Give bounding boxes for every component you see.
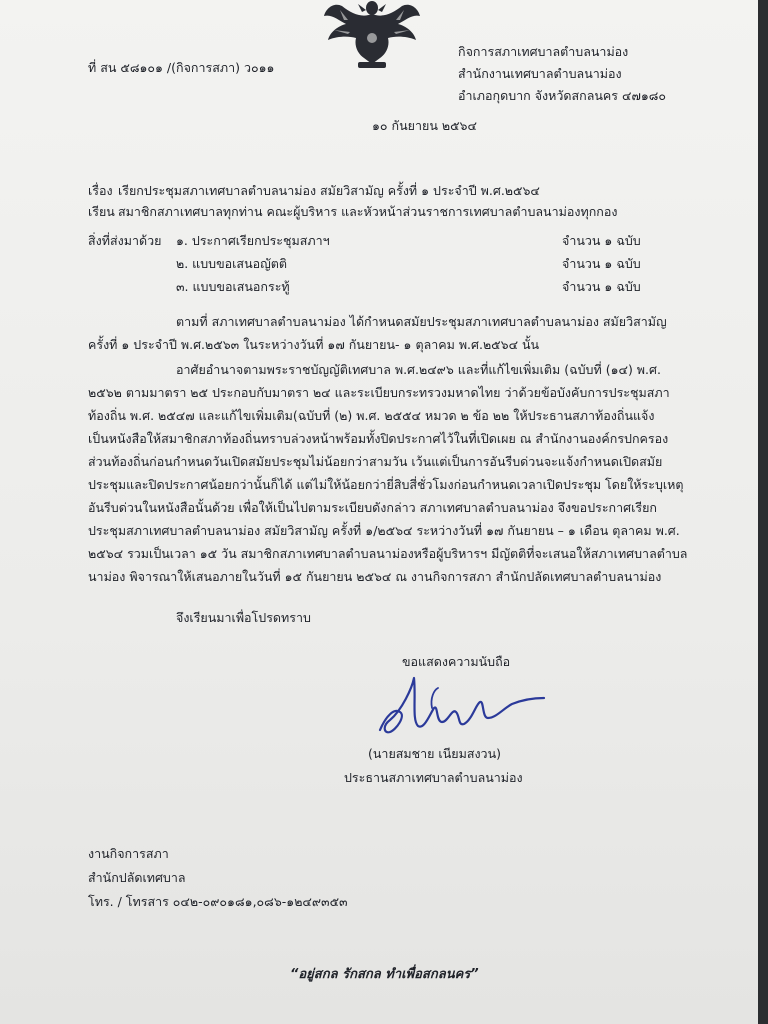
- enclosure-qty: จำนวน ๑ ฉบับ: [562, 233, 641, 248]
- subject-text: เรียกประชุมสภาเทศบาลตำบลนาม่อง สมัยวิสามัญ ครั้งที่ ๑ ประจำปี พ.ศ.๒๕๖๔: [118, 183, 540, 198]
- enclosure-qty: จำนวน ๑ ฉบับ: [562, 256, 641, 271]
- subject-label: เรื่อง: [88, 183, 113, 198]
- org-name: กิจการสภาเทศบาลตำบลนาม่อง: [458, 44, 629, 59]
- enclosure-item: ๒. แบบขอเสนอญัตติ: [176, 256, 288, 271]
- body-line: อันรีบด่วนในหนังสือนั้นด้วย เพื่อให้เป็นไปตามระเบียบดังกล่าว สภาเทศบาลตำบลนาม่อง จึงขอประกาศเรียก: [88, 500, 657, 515]
- org-office: สำนักงานเทศบาลตำบลนาม่อง: [458, 66, 622, 81]
- body-line: ประชุมสภาเทศบาลตำบลนาม่อง สมัยวิสามัญ ครั้งที่ ๑/๒๕๖๔ ระหว่างวันที่ ๑๗ กันยายน – ๑ เดือน ตุลาคม พ.ศ.: [88, 523, 680, 538]
- org-address: อำเภอกุดบาก จังหวัดสกลนคร ๔๗๑๘๐: [458, 88, 667, 103]
- body-line: ตามที่ สภาเทศบาลตำบลนาม่อง ได้กำหนดสมัยประชุมสภาเทศบาลตำบลนาม่อง สมัยวิสามัญ: [176, 314, 667, 329]
- footer-motto: “อยู่สกล รักสกล ทำเพื่อสกลนคร”: [290, 967, 479, 982]
- enclosure-item: ๓. แบบขอเสนอกระทู้: [176, 279, 290, 294]
- body-line: ๒๕๖๒ ตามมาตรา ๒๕ ประกอบกับมาตรา ๒๔ และระเบียบกระทรวงมหาดไทย ว่าด้วยข้อบังคับการประชุมสภา: [88, 385, 670, 400]
- recipient-text: สมาชิกสภาเทศบาลทุกท่าน คณะผู้บริหาร และหัวหน้าส่วนราชการเทศบาลตำบลนาม่องทุกกอง: [118, 204, 618, 219]
- body-line: ครั้งที่ ๑ ประจำปี พ.ศ.๒๕๖๓ ในระหว่างวันที่ ๑๗ กันยายน- ๑ ตุลาคม พ.ศ.๒๕๖๔ นั้น: [88, 337, 540, 352]
- signatory-position: ประธานสภาเทศบาลตำบลนาม่อง: [344, 770, 523, 785]
- regards-text: ขอแสดงความนับถือ: [402, 654, 511, 669]
- letter-date: ๑๐ กันยายน ๒๕๖๔: [372, 118, 477, 133]
- footer-unit: งานกิจการสภา: [88, 846, 169, 861]
- signatory-name: (นายสมชาย เนียมสงวน): [368, 746, 501, 761]
- enclosure-qty: จำนวน ๑ ฉบับ: [562, 279, 641, 294]
- body-line: ๒๕๖๔ รวมเป็นเวลา ๑๕ วัน สมาชิกสภาเทศบาลตำบลนาม่องหรือผู้บริหารฯ มีญัตติที่จะเสนอให้สภาเทศบาลตำบล: [88, 546, 688, 561]
- enclosure-item: ๑. ประกาศเรียกประชุมสภาฯ: [176, 233, 330, 248]
- closing-line: จึงเรียนมาเพื่อโปรดทราบ: [176, 610, 311, 625]
- recipient-label: เรียน: [88, 204, 115, 219]
- body-line: ส่วนท้องถิ่นก่อนกำหนดวันเปิดสมัยประชุมไม่น้อยกว่าสามวัน เว้นแต่เป็นการอันรีบด่วนจะแจ้งกำหนดเปิดสมัย: [88, 454, 663, 469]
- body-line: นาม่อง พิจารณาให้เสนอภายในวันที่ ๑๕ กันยายน ๒๕๖๔ ณ งานกิจการสภา สำนักปลัดเทศบาลตำบลนาม่อง: [88, 569, 662, 584]
- reference-number: ที่ สน ๕๘๑๐๑ /(กิจการสภา) ว๐๑๑: [88, 60, 275, 75]
- footer-department: สำนักปลัดเทศบาล: [88, 870, 186, 885]
- handwritten-signature: [372, 668, 550, 746]
- enclosures-label: สิ่งที่ส่งมาด้วย: [88, 233, 162, 248]
- body-line: ท้องถิ่น พ.ศ. ๒๕๔๗ และแก้ไขเพิ่มเติม(ฉบับที่ (๒) พ.ศ. ๒๕๕๔ หมวด ๒ ข้อ ๒๒ ให้ประธานสภาท้องถิ่นแจ้ง: [88, 408, 655, 423]
- footer-phone: โทร. / โทรสาร ๐๔๒-๐๙๐๑๘๑,๐๘๖-๑๒๔๙๓๕๓: [88, 894, 348, 909]
- body-line: ประชุมและปิดประกาศน้อยกว่านั้นก็ได้ แต่ไม่ให้น้อยกว่ายี่สิบสี่ชั่วโมงก่อนกำหนดเวลาเปิดประชุม โดยให้ระบุเหตุ: [88, 477, 684, 492]
- body-line: เป็นหนังสือให้สมาชิกสภาท้องถิ่นทราบล่วงหน้าพร้อมทั้งปิดประกาศไว้ในที่เปิดเผย ณ สำนักงานองค์กรปกครอง: [88, 431, 669, 446]
- body-line: อาศัยอำนาจตามพระราชบัญญัติเทศบาล พ.ศ.๒๔๙๖ และที่แก้ไขเพิ่มเติม (ฉบับที่ (๑๔) พ.ศ.: [176, 362, 661, 377]
- garuda-emblem-icon: [318, 0, 426, 72]
